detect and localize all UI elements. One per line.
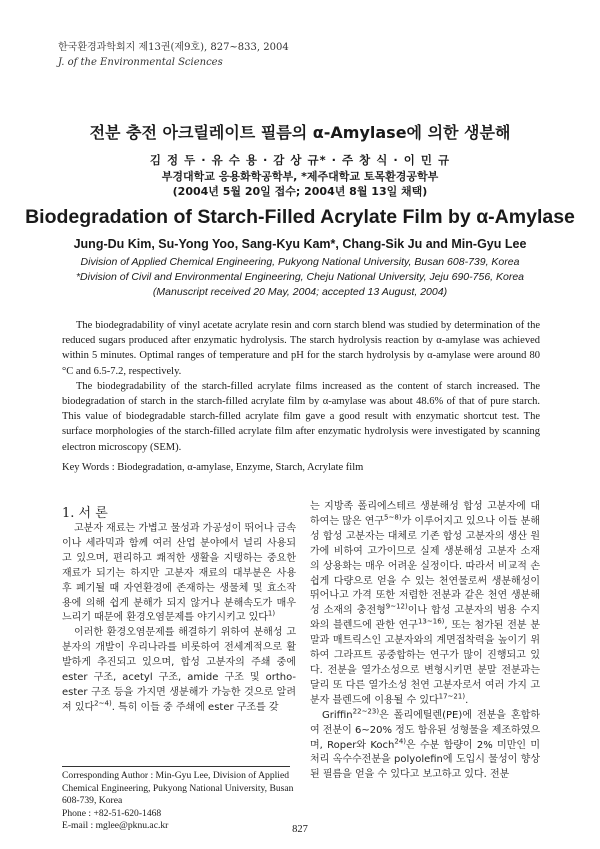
footnote-phone: Phone : +82-51-620-1468	[62, 807, 162, 819]
right-column	[310, 500, 540, 783]
title-kr: 전분 충전 아크릴레이트 필름의 α-Amylase에 의한 생분해	[89, 123, 511, 142]
footnote-divider	[62, 766, 290, 767]
abstract-paragraph-1: The biodegradability of vinyl acetate acrylate resin and corn starch blend was studied by determination of the reduced sugars produced after enzymatic hydrolysis. The starch hydrolysis reaction by α-amylase was achieved within 5 minutes. Optimal ranges of temperature and pH for the starch hydrolysis by α-amylase were around 80 °C and 6.5-7.2, respectively.	[62, 320, 540, 377]
received-en: (Manuscript received 20 May, 2004; accepted 13 August, 2004)	[152, 286, 448, 298]
title-en: Biodegradation of Starch-Filled Acrylate Film by α-Amylase	[25, 206, 575, 228]
intro-paragraph-3: 는 지방족 폴리에스테르 생분해성 합성 고분자에 대하여는 많은 연구$^{5\sim 8)}$가 이루어지고 있으나 이들 분해성 합성 고분자는 대체로 기존 합성 고분자의 생산 원가에 비하여 고가이므로 실제 생분해성 고분자 소재의 상용화는 매우 어려운 실정이다. 따라서 비교적 손쉽게 다량으로 얻을 수 있는 천연물로써 생분해성이 뛰어나고 가격 또한 저렴한 전분과 같은 천연 생분해성 소재의 충전형$^{9\sim 12)}$이나 합성 고분자의 범용 수지와의 블렌드에 관한 연구$^{13\sim 16)}$, 또는 첨가된 전분 분말과 매트릭스인 고분자와의 계면접착력을 높이기 위하여 그라프트 공중합하는 연구가 많이 진행되고 있다. 전분을 열가소성으로 변형시키면 분말 전분과는 달리 또 다른 열가소성 천연 고분자로서 여러 가지 고분자 블렌드에 이용될 수 있다$^{17\sim 21)}$.	[310, 501, 540, 706]
section-heading-introduction: 1. 서 론	[62, 506, 108, 521]
abstract-paragraph-2: The biodegradability of the starch-filled acrylate films increased as the content of starch increased. The biodegradation of starch in the starch-filled acrylate film by α-amylase was about 48.6% of that of pure starch. This value of biodegradable starch-filled acrylate film gave a good result with enzymatic shortcut test. The surface morphologies of the starch-filled acrylate film after enzymatic hydrolysis were investigated by scanning electron microscopy (SEM).	[62, 380, 540, 453]
affiliation-kr: 부경대학교 응용화학공학부, *제주대학교 토목환경공학부	[161, 170, 439, 183]
intro-paragraph-2: 이러한 환경오염문제를 해결하기 위하여 분해성 고분자의 개발이 우리나라를 비롯하여 전세계적으로 활발하게 추진되고 있으며, 합성 고분자의 주쇄 중에 ester 구조, acetyl 구조, amide 구조 및 ortho-ester 구조 등을 가지면 생분해가 가능한 것으로 알려져 있다$^{2\sim 4)}$. 특히 이들 중 주쇄에 ester 구조를 갖	[62, 627, 296, 713]
abstract	[62, 318, 540, 455]
page-number: 827	[292, 824, 308, 835]
affiliation-en-2: *Division of Civil and Environmental Engineering, Cheju National University, Jeju 690-756, Korea	[75, 271, 525, 283]
left-column	[62, 522, 296, 716]
footnote-email: E-mail : mglee@pknu.ac.kr	[62, 820, 169, 832]
received-kr: (2004년 5월 20일 접수; 2004년 8월 13일 채택)	[172, 185, 428, 198]
authors-en: Jung-Du Kim, Su-Yong Yoo, Sang-Kyu Kam*, Chang-Sik Ju and Min-Gyu Lee	[73, 237, 527, 251]
journal-name-kr: 한국환경과학회지 제13권(제9호), 827~833, 2004	[58, 42, 289, 53]
keywords: Key Words : Biodegradation, α-amylase, Enzyme, Starch, Acrylate film	[62, 462, 364, 473]
journal-name-en: J. of the Environmental Sciences	[58, 57, 223, 68]
affiliation-en-1: Division of Applied Chemical Engineering, Pukyong National University, Busan 608-739, Korea	[80, 256, 520, 268]
intro-paragraph-4: Griffin$^{22\sim 23)}$은 폴리에틸렌(PE)에 전분을 혼합하여 전분이 6~20% 정도 함유된 성형물을 제조하였으며, Roper와 Koch$^{24)}$은 수분 함량이 2% 미만인 미처리 옥수수전분을 polyolefin에 도입시 물성이 향상된 필름을 얻을 수 있다고 보고하고 있다. 전분	[310, 707, 540, 781]
authors-kr: 김 정 두 · 유 수 용 · 감 상 규* · 주 창 식 · 이 민 규	[149, 153, 451, 167]
journal-header	[58, 40, 289, 70]
footnote-author: Corresponding Author : Min-Gyu Lee, Division of Applied Chemical Engineering, Pukyong National University, Busan 608-739, Korea	[62, 770, 294, 807]
intro-paragraph-1: 고분자 재료는 가볍고 물성과 가공성이 뛰어나 금속이나 세라믹과 함께 여러 산업 분야에서 널리 사용되고 있으며, 편리하고 쾌적한 생활을 지탱하는 중요한 재료가 되기는 하지만 고분자 재료의 대부분은 사용 후 폐기될 때 자연환경에 존재하는 생물체 및 효소작용에 의해 쉽게 분해가 되지 않거나 분해속도가 매우 느리기 때문에 환경오염문제를 야기시키고 있다$^{1)}$	[62, 523, 296, 624]
